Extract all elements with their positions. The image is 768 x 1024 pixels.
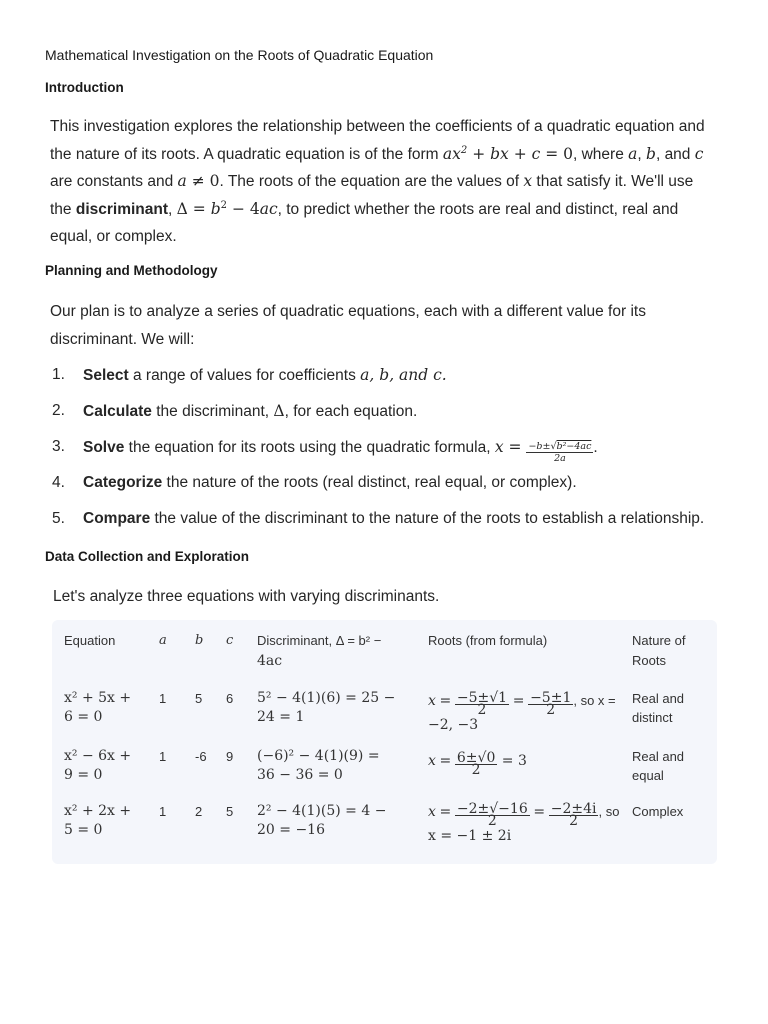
cell-c: 5 [226, 804, 234, 819]
header-equation: Equation [64, 633, 116, 648]
cell-c: 9 [226, 749, 234, 764]
steps-list [52, 362, 752, 542]
header-a: a [159, 633, 167, 648]
cell-nature: Real and equal [632, 749, 685, 783]
table-header-row [52, 620, 717, 689]
cell-b: 5 [195, 691, 203, 706]
cell-a: 1 [159, 691, 167, 706]
heading-planning: Planning and Methodology [45, 263, 218, 278]
cell-nature: Complex [632, 804, 684, 819]
list-item: 5. Compare the value of the discriminant to the nature of the roots to establish a relationship. [52, 510, 705, 527]
data-table-container [52, 620, 717, 864]
list-item: 1. Select a range of values for coefficients a, b, and c. [52, 366, 447, 384]
cell-discriminant: 2² − 4(1)(5) = 4 − 20 = −16 [257, 803, 387, 838]
planning-paragraph: Our plan is to analyze a series of quadratic equations, each with a different value for its discriminant. We will: [50, 303, 646, 348]
intro-paragraph: This investigation explores the relationship between the coefficients of a quadratic equation and the nature of its roots. A quadratic equation is of the form $ax^2$ + bx + c = 0, where a, b, and c are constants and a ≠ 0. The roots of the equation are the values of x that satisfy it. We'll use the discriminant, $\Delta = b^2 - 4ac$, to predict whether the roots are real and distinct, real and equal, or complex. [50, 118, 705, 245]
table-row [52, 689, 717, 747]
cell-discriminant: 5² − 4(1)(6) = 25 − 24 = 1 [257, 690, 396, 725]
document-title: Mathematical Investigation on the Roots of Quadratic Equation [45, 47, 434, 63]
list-item: 4. Categorize the nature of the roots (real distinct, real equal, or complex). [52, 474, 577, 491]
quadratic-formula: $\frac{\text{−b±√b²−4ac}}{2a}$ [528, 441, 592, 464]
list-item: 2. Calculate the discriminant, Δ, for each equation. [52, 402, 418, 420]
cell-equation: x² + 2x + 5 = 0 [64, 803, 132, 838]
cell-a: 1 [159, 749, 167, 764]
cell-equation: x² + 5x + 6 = 0 [64, 690, 132, 725]
cell-equation: x² − 6x + 9 = 0 [64, 748, 132, 783]
cell-roots: x = $\frac{6\pm√0}{2}$ = 3 [428, 750, 527, 778]
header-c: c [226, 633, 234, 648]
data-intro: Let's analyze three equations with varying discriminants. [53, 588, 440, 605]
cell-roots: x = $\frac{-2\pm√-16}{2}$ = $\frac{-2\pm 4i}{2}$ , so x = −1 ± 2i [428, 801, 620, 844]
cell-b: 2 [195, 804, 203, 819]
heading-introduction: Introduction [45, 80, 124, 95]
cell-c: 6 [226, 691, 234, 706]
cell-b: -6 [195, 749, 207, 764]
cell-a: 1 [159, 804, 167, 819]
header-nature: Nature of Roots [632, 633, 686, 668]
header-roots: Roots (from formula) [428, 633, 548, 648]
cell-nature: Real and distinct [632, 691, 685, 725]
table-row [52, 802, 717, 862]
header-b: b [195, 633, 204, 648]
cell-discriminant: (−6)² − 4(1)(9) = 36 − 36 = 0 [257, 748, 380, 783]
heading-data-collection: Data Collection and Exploration [45, 549, 250, 564]
cell-roots: x = $\frac{-5\pm√1}{2}$ = $\frac{-5\pm 1}{2}$ , so x = −2, −3 [428, 690, 616, 733]
data-table [52, 620, 717, 862]
list-item: 3. Solve the equation for its roots using the quadratic formula, x = $\frac{\text{−b±√b²−4ac}}{2a}$ . [52, 438, 598, 464]
table-row [52, 747, 717, 802]
header-discriminant: Discriminant, Δ = b² − 4ac [257, 633, 382, 669]
